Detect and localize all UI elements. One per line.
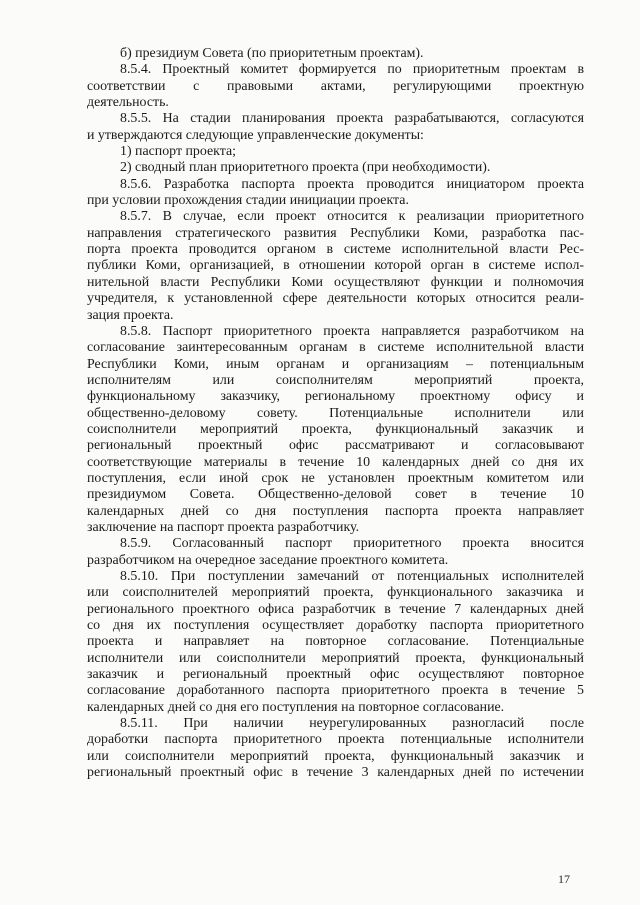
text-line: или соисполнителей мероприятий проекта, функционального заказчика и: [87, 585, 584, 601]
text-line: региональный проектный офис в течение 3 календарных дней по истечении: [87, 765, 584, 781]
text-line: 1) паспорт проекта;: [120, 144, 236, 160]
text-line: или соисполнители мероприятий проекта, функциональный заказчик и: [87, 748, 584, 764]
text-line: календарных дней со дня его поступления на повторное согласование.: [87, 699, 505, 715]
text-line: при условии прохождения стадии инициации проекта.: [87, 193, 409, 209]
text-line: 8.5.9. Согласованный паспорт приоритетного проекта вносится: [120, 536, 584, 552]
text-line: 8.5.11. При наличии неурегулированных разногласий после: [120, 716, 584, 732]
page-number: 17: [558, 872, 570, 886]
text-line: направления стратегического развития Республики Коми, разработка пас-: [87, 225, 584, 241]
text-line: календарных дней со дня поступления паспорта проекта направляет: [87, 503, 584, 519]
text-line: деятельность.: [87, 95, 169, 111]
text-line: нительной власти Республики Коми осуществляют функции и полномочия: [87, 274, 584, 290]
text-line: доработки паспорта приоритетного проекта потенциальные исполнители: [87, 732, 584, 748]
text-line: порта проекта проводится органом в системе исполнительной власти Рес-: [87, 242, 584, 258]
text-line: соответствии с правовыми актами, регулирующими проектную: [87, 78, 584, 94]
text-line: исполнителям или соисполнителям мероприятий проекта,: [87, 372, 584, 388]
text-line: поступления, если иной срок не установлен проектным комитетом или: [87, 470, 584, 486]
text-line: 8.5.8. Паспорт приоритетного проекта направляется разработчиком на: [120, 323, 584, 339]
text-line: проекта и направляет на повторное согласование. Потенциальные: [87, 634, 584, 650]
text-line: зация проекта.: [87, 307, 174, 323]
text-line: 8.5.5. На стадии планирования проекта разрабатываются, согласуются: [120, 111, 584, 127]
text-line: общественно-деловому совету. Потенциальные исполнители или: [87, 405, 584, 421]
text-line: 8.5.6. Разработка паспорта проекта проводится инициатором проекта: [120, 176, 584, 192]
text-line: заключение на паспорт проекта разработчику.: [87, 519, 360, 535]
text-line: 8.5.7. В случае, если проект относится к реализации приоритетного: [120, 209, 584, 225]
text-line: Республики Коми, иным органам и организациям – потенциальным: [87, 356, 584, 372]
text-line: разработчиком на очередное заседание проектного комитета.: [87, 552, 449, 568]
text-line: 8.5.10. При поступлении замечаний от потенциальных исполнителей: [120, 569, 584, 584]
text-line: 2) сводный план приоритетного проекта (при необходимости).: [120, 160, 491, 176]
text-line: со дня их поступления осуществляет доработку паспорта приоритетного: [87, 618, 584, 634]
text-line: публики Коми, организацией, в отношении которой орган в системе испол-: [87, 258, 584, 274]
text-line: согласование заинтересованным органам в системе исполнительной власти: [87, 340, 584, 356]
text-line: президиумом Совета. Общественно-деловой совет в течение 10: [87, 487, 584, 503]
text-line: соответствующие материалы в течение 10 календарных дней со дня их: [87, 454, 584, 470]
text-line: б) президиум Совета (по приоритетным проектам).: [120, 46, 424, 61]
text-line: учредителя, к установленной сфере деятельности которых относится реали-: [87, 291, 584, 307]
text-line: заказчик и региональный проектный офис осуществляют повторное: [87, 667, 584, 683]
text-line: 8.5.4. Проектный комитет формируется по приоритетным проектам в: [120, 62, 584, 78]
document-body: [87, 46, 584, 781]
text-line: регионального проектного офиса разработчик в течение 7 календарных дней: [87, 601, 584, 617]
text-line: исполнители или соисполнители мероприятий проекта, функциональный: [87, 650, 584, 666]
text-line: согласование доработанного паспорта приоритетного проекта в течение 5: [87, 683, 584, 699]
text-line: и утверждаются следующие управленческие документы:: [87, 127, 424, 143]
text-line: соисполнители мероприятий проекта, функциональный заказчик и: [87, 421, 584, 437]
text-line: функциональному заказчику, региональному проектному офису и: [87, 389, 584, 405]
text-line: региональный проектный офис рассматривают и согласовывают: [87, 438, 584, 454]
